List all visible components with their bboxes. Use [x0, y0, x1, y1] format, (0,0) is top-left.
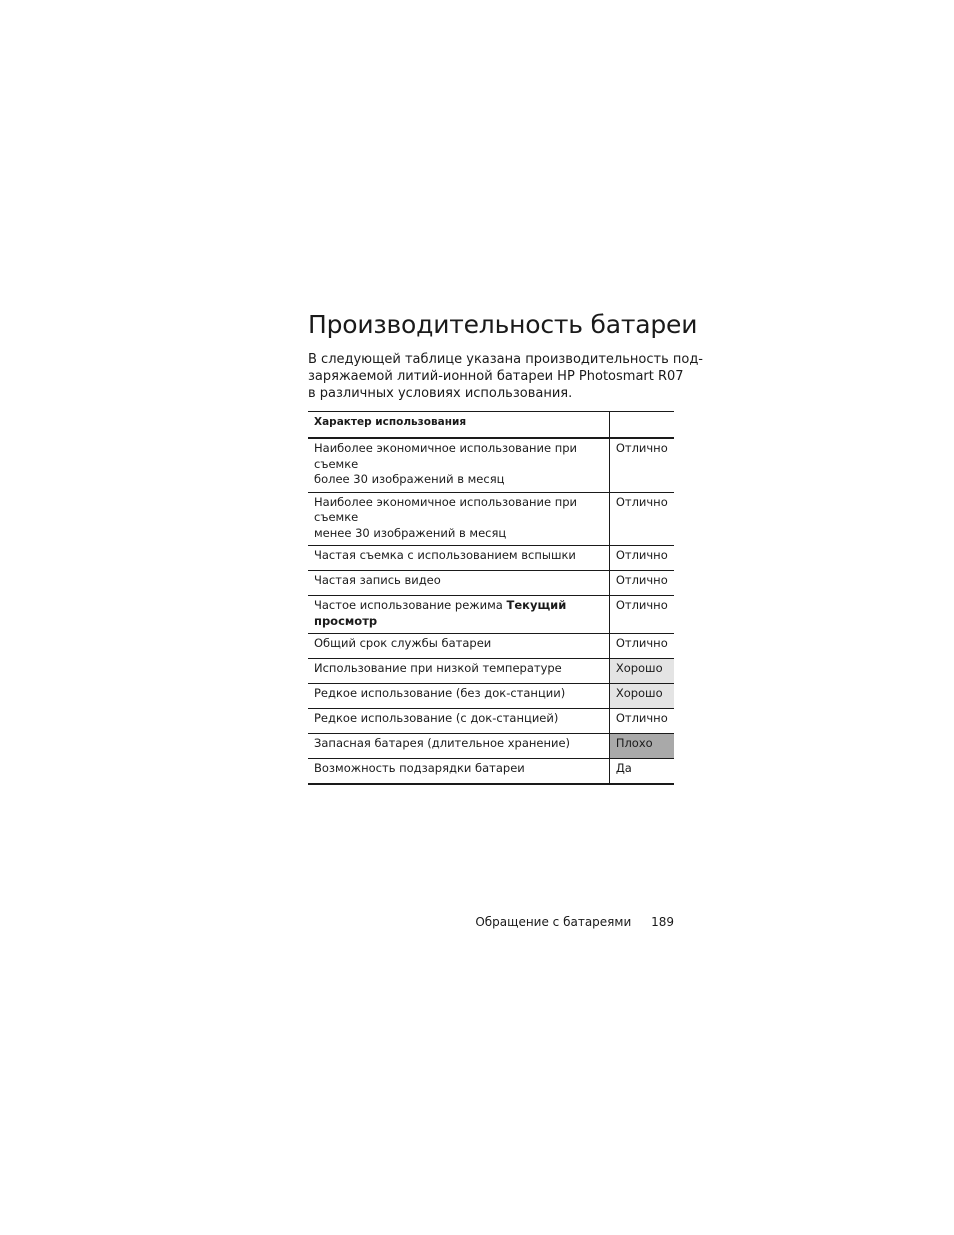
table-header-row — [308, 412, 674, 439]
page-title: Производительность батареи — [308, 310, 698, 339]
rating-cell-good: Хорошо — [609, 659, 674, 684]
table-row — [308, 438, 674, 492]
usage-cell: Использование при низкой температуре — [308, 659, 609, 684]
usage-cell: Редкое использование (с док-станцией) — [308, 709, 609, 734]
page-number: 189 — [651, 915, 674, 929]
rating-cell-poor: Плохо — [609, 734, 674, 759]
table-row — [308, 684, 674, 709]
rating-cell: Отлично — [609, 634, 674, 659]
usage-cell: Частая съемка с использованием вспышки — [308, 546, 609, 571]
intro-line: заряжаемой литий-ионной батареи HP Photosmart R07 — [308, 369, 684, 384]
usage-cell: Общий срок службы батареи — [308, 634, 609, 659]
battery-performance-table — [308, 411, 674, 785]
table-row — [308, 634, 674, 659]
header-usage: Характер использования — [308, 412, 609, 439]
intro-line: В следующей таблице указана производительность под- — [308, 352, 703, 367]
table-row — [308, 492, 674, 546]
usage-cell: Возможность подзарядки батареи — [308, 759, 609, 785]
rating-cell: Отлично — [609, 438, 674, 492]
table-row — [308, 546, 674, 571]
table-row — [308, 596, 674, 634]
table-row — [308, 659, 674, 684]
table-row — [308, 734, 674, 759]
usage-cell — [308, 492, 609, 546]
rating-cell: Отлично — [609, 546, 674, 571]
rating-cell: Отлично — [609, 709, 674, 734]
rating-cell: Да — [609, 759, 674, 785]
table-row — [308, 571, 674, 596]
intro-paragraph — [308, 351, 703, 402]
usage-cell: Запасная батарея (длительное хранение) — [308, 734, 609, 759]
usage-cell — [308, 438, 609, 492]
footer-section-title: Обращение с батареями — [475, 915, 632, 929]
usage-mode-name: Текущий просмотр — [314, 598, 567, 628]
usage-cell: Частая запись видео — [308, 571, 609, 596]
usage-cell — [308, 596, 609, 634]
header-rating — [609, 412, 674, 439]
usage-text-cont: менее 30 изображений в месяц — [314, 525, 507, 540]
usage-cell: Редкое использование (без док-станции) — [308, 684, 609, 709]
usage-text: Наиболее экономичное использование при съемке — [314, 441, 578, 471]
rating-cell-good: Хорошо — [609, 684, 674, 709]
table-row — [308, 709, 674, 734]
usage-text-cont: более 30 изображений в месяц — [314, 472, 505, 486]
page-footer — [308, 914, 674, 930]
rating-cell: Отлично — [609, 596, 674, 634]
rating-cell: Отлично — [609, 492, 674, 546]
rating-cell: Отлично — [609, 571, 674, 596]
usage-text: Наиболее экономичное использование при съемке — [314, 494, 578, 524]
usage-text: Частое использование режима — [314, 598, 507, 612]
intro-line: в различных условиях использования. — [308, 386, 573, 401]
table-row — [308, 759, 674, 785]
